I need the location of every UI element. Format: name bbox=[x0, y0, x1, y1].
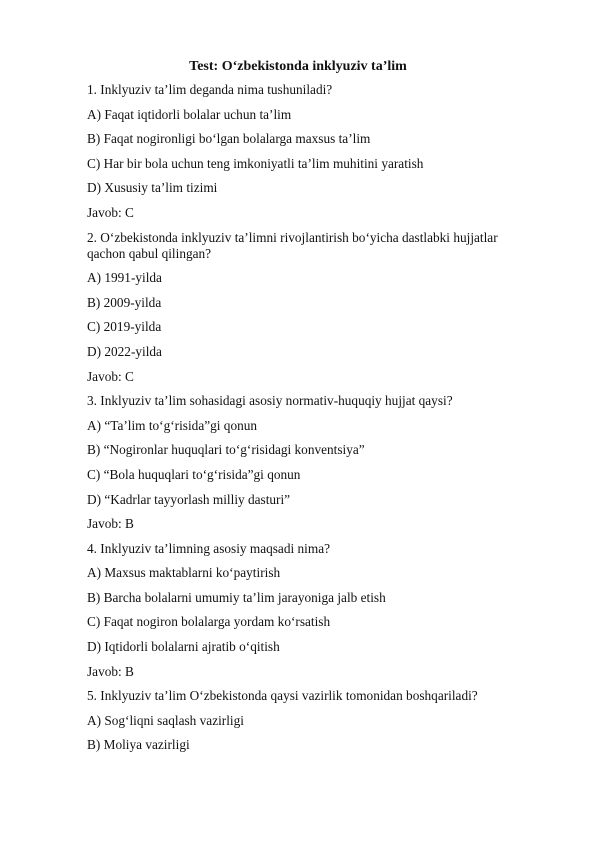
q4-option-c: C) Faqat nogiron bolalarga yordam ko‘rsatish bbox=[87, 614, 331, 630]
question-4: 4. Inklyuziv ta’limning asosiy maqsadi nima? bbox=[87, 540, 330, 556]
q3-option-d: D) “Kadrlar tayyorlash milliy dasturi” bbox=[87, 491, 291, 507]
q4-option-a: A) Maxsus maktablarni ko‘paytirish bbox=[87, 565, 281, 581]
q1-option-c: C) Har bir bola uchun teng imkoniyatli ta’lim muhitini yaratish bbox=[87, 155, 424, 171]
question-1: 1. Inklyuziv ta’lim deganda nima tushuniladi? bbox=[87, 82, 333, 97]
page-title: Test: O‘zbekistonda inklyuziv ta’lim bbox=[189, 59, 407, 74]
q1-option-d: D) Xususiy ta’lim tizimi bbox=[87, 180, 218, 196]
q2-option-b: B) 2009-yilda bbox=[87, 294, 162, 310]
q1-option-b: B) Faqat nogironligi bo‘lgan bolalarga maxsus ta’lim bbox=[87, 131, 371, 147]
q3-answer: Javob: B bbox=[87, 516, 134, 532]
q2-option-d: D) 2022-yilda bbox=[87, 343, 162, 359]
q2-option-a: A) 1991-yilda bbox=[87, 270, 162, 286]
q2-option-c: C) 2019-yilda bbox=[87, 319, 162, 335]
q2-answer: Javob: C bbox=[87, 368, 134, 384]
q4-answer: Javob: B bbox=[87, 663, 134, 679]
question-5: 5. Inklyuziv ta’lim O‘zbekistonda qaysi vazirlik tomonidan boshqariladi? bbox=[87, 688, 478, 704]
question-3: 3. Inklyuziv ta’lim sohasidagi asosiy normativ-huquqiy hujjat qaysi? bbox=[87, 393, 453, 409]
q4-option-d: D) Iqtidorli bolalarni ajratib o‘qitish bbox=[87, 639, 280, 655]
test-content bbox=[87, 82, 527, 762]
question-2: 2. O‘zbekistonda inklyuziv ta’limni rivojlantirish bo‘yicha dastlabki hujjatlar qachon qabul qilingan? bbox=[87, 229, 498, 261]
q3-option-a: A) “Ta’lim to‘g‘risida”gi qonun bbox=[87, 417, 258, 433]
q4-option-b: B) Barcha bolalarni umumiy ta’lim jarayoniga jalb etish bbox=[87, 589, 386, 605]
q3-option-b: B) “Nogironlar huquqlari to‘g‘risidagi konventsiya” bbox=[87, 442, 365, 458]
q5-option-a: A) Sog‘liqni saqlash vazirligi bbox=[87, 712, 244, 728]
q1-answer: Javob: C bbox=[87, 204, 134, 220]
q3-option-c: C) “Bola huquqlari to‘g‘risida”gi qonun bbox=[87, 466, 301, 482]
q5-option-b: B) Moliya vazirligi bbox=[87, 737, 190, 753]
q1-option-a: A) Faqat iqtidorli bolalar uchun ta’lim bbox=[87, 106, 292, 122]
